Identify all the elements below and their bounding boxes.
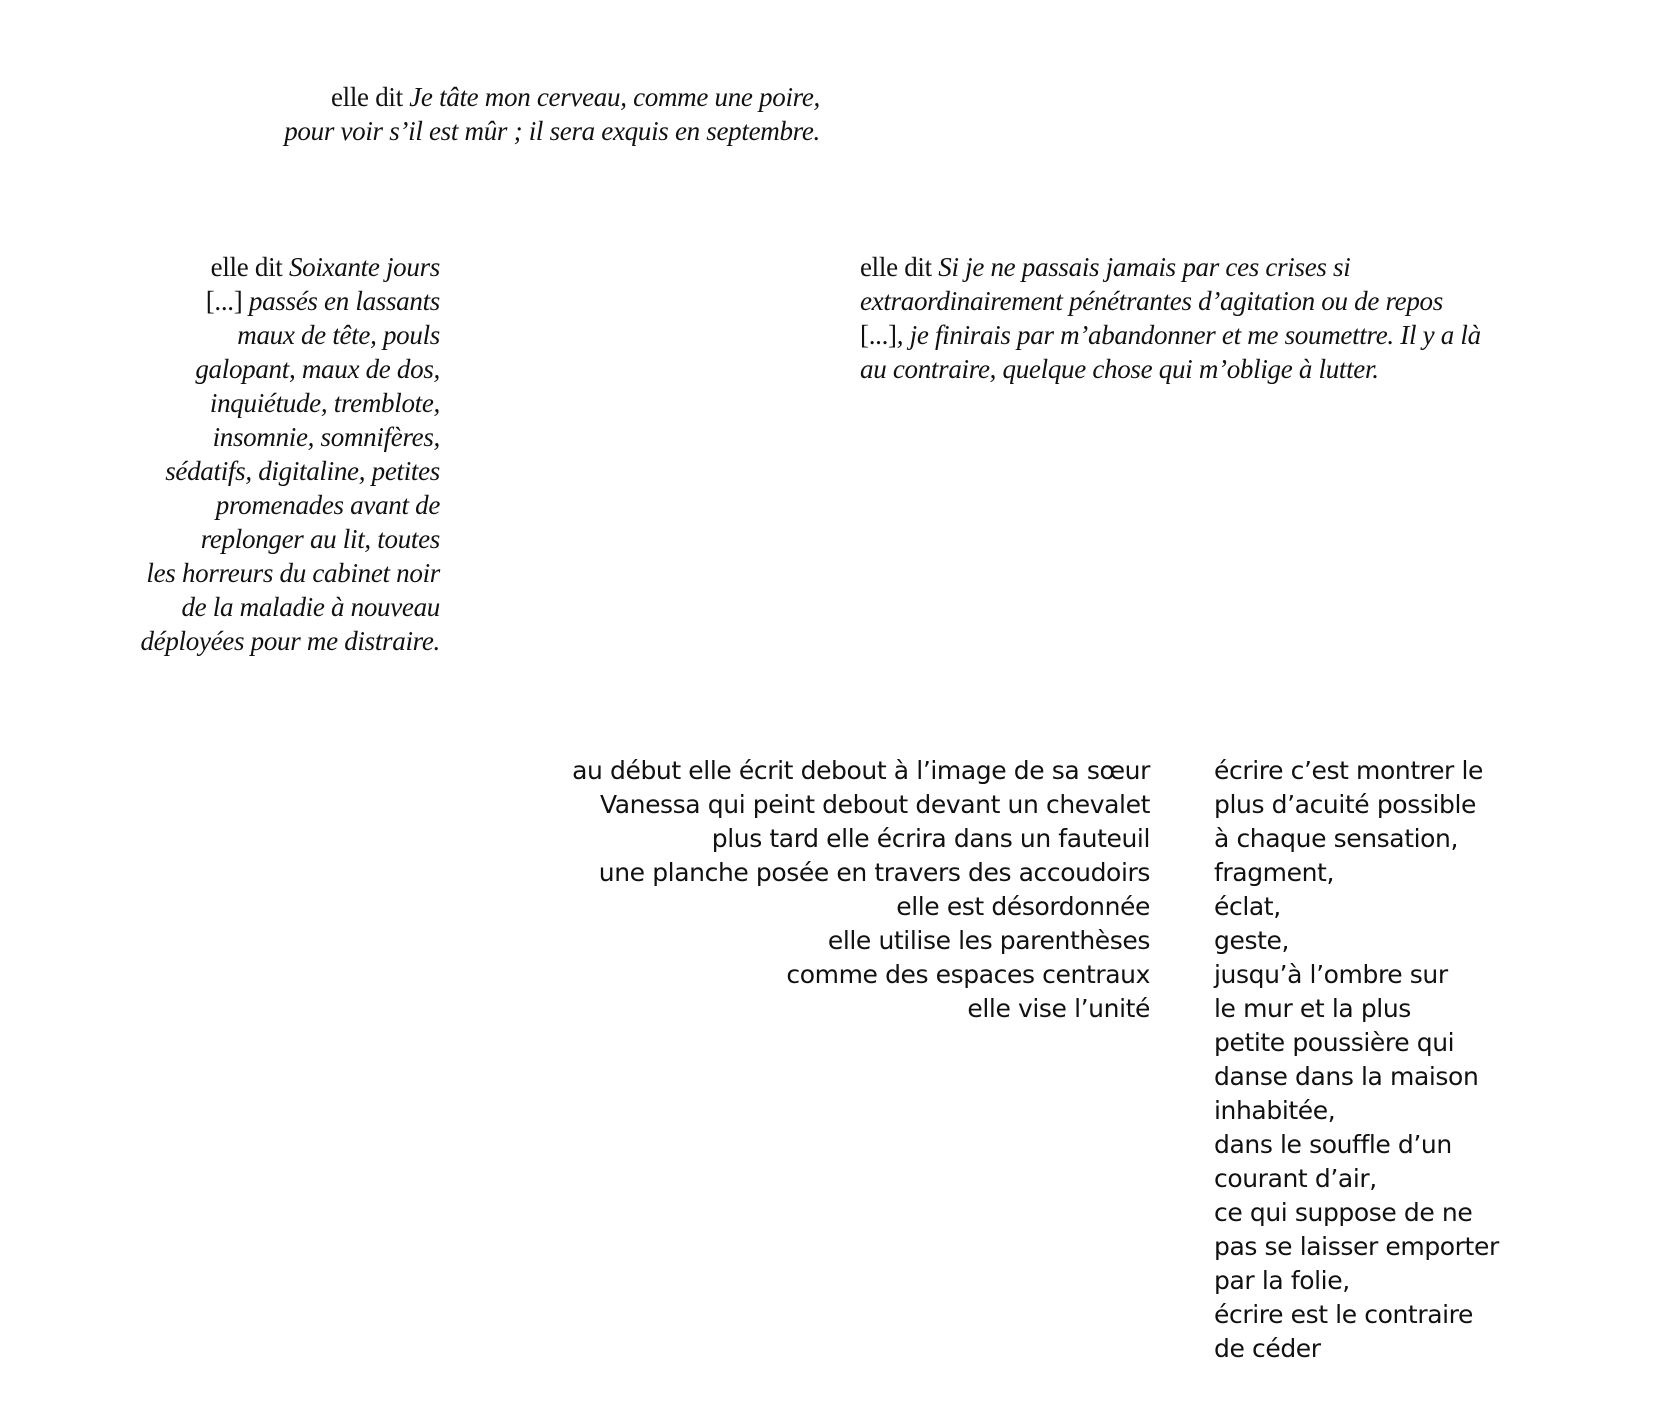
quote-text: Je tâte mon cerveau, comme une poire, [409,82,820,112]
poem-ecrire [1214,754,1634,1366]
poem-line: jusqu’à l’ombre sur [1214,960,1448,989]
quote-lead: elle dit [210,252,289,282]
quote-text: Soixante jours [288,252,440,282]
poem-line: courant d’air, [1214,1164,1377,1193]
quote-lead: elle dit [860,252,939,282]
quote-line: pour voir s’il est mûr ; il sera exquis en septembre. [284,116,820,146]
poem-line: Vanessa qui peint debout devant un chevalet [599,790,1150,819]
quote-line: maux de tête, pouls [237,320,440,350]
quote-bracket: [...] [860,320,897,350]
poem-line: geste, [1214,926,1290,955]
quote-text: passés en lassants [248,286,440,316]
poem-line: au début elle écrit debout à l’image de sa sœur [572,756,1150,785]
quote-line: replonger au lit, toutes [200,524,440,554]
quote-line [40,250,440,284]
quote-line: sédatifs, digitaline, petites [165,456,440,486]
poem-line: éclat, [1214,892,1281,921]
quote-line: de la maladie à nouveau [181,592,440,622]
quote-line [860,250,1560,284]
quote-text: , je finirais par m’abandonner et me soumettre. Il y a là [896,320,1481,350]
quote-bracket: [...] [205,286,249,316]
quote-soixante-jours [40,250,440,658]
poem-line: pas se laisser emporter [1214,1232,1499,1261]
poem-line: écrire est le contraire [1214,1300,1473,1329]
poem-line: écrire c’est montrer le [1214,756,1484,785]
poem-line: fragment, [1214,858,1334,887]
quote-line: extraordinairement pénétrantes d’agitation ou de repos [860,286,1443,316]
poem-line: le mur et la plus [1214,994,1411,1023]
quote-crises [860,250,1560,386]
poem-line: petite poussière qui [1214,1028,1455,1057]
quote-text: Si je ne passais jamais par ces crises si [938,252,1351,282]
quote-line: déployées pour me distraire. [140,626,440,656]
quote-line: promenades avant de [215,490,440,520]
quote-line [200,80,820,114]
quote-lead: elle dit [330,82,410,112]
poem-line: elle vise l’unité [967,994,1150,1023]
quote-line: au contraire, quelque chose qui m’oblige à lutter. [860,354,1379,384]
poem-line: plus d’acuité possible [1214,790,1476,819]
poem-line: elle utilise les parenthèses [827,926,1150,955]
poem-line: plus tard elle écrira dans un fauteuil [711,824,1150,853]
poem-line: elle est désordonnée [896,892,1150,921]
quote-line: les horreurs du cabinet noir [146,558,440,588]
quote-line: galopant, maux de dos, [195,354,440,384]
poem-line: comme des espaces centraux [786,960,1150,989]
poem-line: par la folie, [1214,1266,1350,1295]
poem-line: dans le souffle d’un [1214,1130,1452,1159]
quote-tate-cerveau [200,80,820,148]
quote-line: inquiétude, tremblote, [209,388,440,418]
poem-line: à chaque sensation, [1214,824,1459,853]
poem-debout [440,754,1150,1026]
quote-line [40,284,440,318]
poem-line: inhabitée, [1214,1096,1336,1125]
poem-line: une planche posée en travers des accoudoirs [598,858,1150,887]
poem-line: ce qui suppose de ne [1214,1198,1473,1227]
quote-line [860,318,1560,352]
quote-line: insomnie, somnifères, [212,422,440,452]
poem-line: de céder [1214,1334,1321,1363]
poem-line: danse dans la maison [1214,1062,1479,1091]
